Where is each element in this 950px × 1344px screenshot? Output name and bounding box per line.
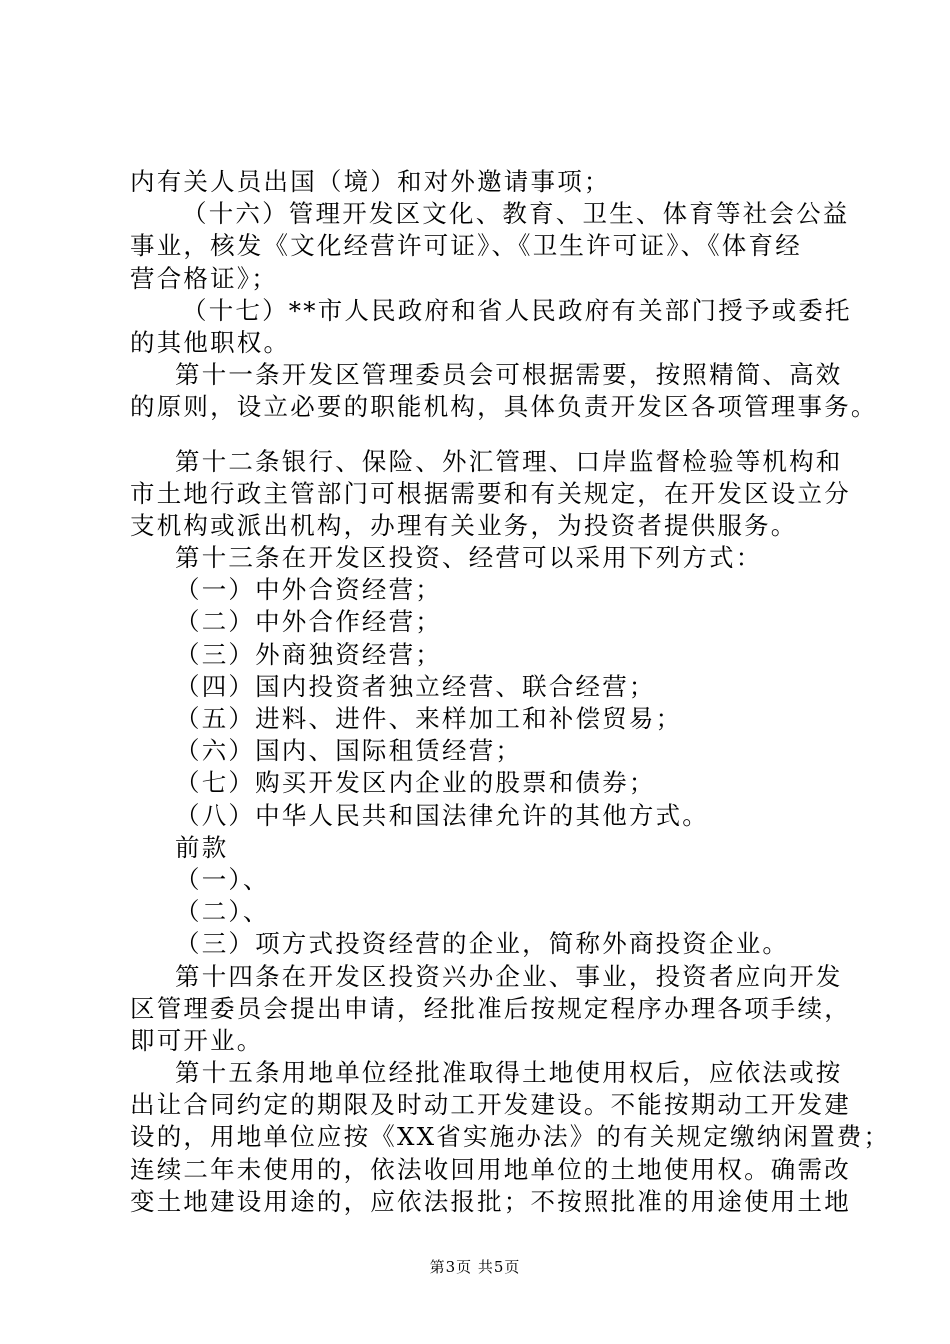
list-item: （二）中外合作经营； (175, 607, 442, 637)
list-item: （一）、 (175, 864, 270, 894)
text-line: 即可开业。 (130, 1025, 264, 1055)
text-line: 第十四条在开发区投资兴办企业、事业，投资者应向开发 (175, 961, 843, 991)
document-body (130, 166, 891, 1218)
list-item: （三）项方式投资经营的企业，简称外商投资企业。 (175, 929, 790, 959)
text-line: 事业，核发《文化经营许可证》、《卫生许可证》、《体育经 (130, 231, 802, 261)
text-line: 第十三条在开发区投资、经营可以采用下列方式： (175, 543, 763, 573)
text-line: 第十五条用地单位经批准取得土地使用权后，应依法或按 (175, 1058, 843, 1088)
text-line: 市土地行政主管部门可根据需要和有关规定，在开发区设立分 (130, 478, 851, 508)
list-item: （七）购买开发区内企业的股票和债券； (175, 768, 656, 798)
text-line: （十六）管理开发区文化、教育、卫生、体育等社会公益 (182, 199, 850, 229)
text-line: 的其他职权。 (130, 327, 291, 357)
text-line: 变土地建设用途的，应依法报批；不按照批准的用途使用土地 (130, 1186, 851, 1216)
text-line: 支机构或派出机构，办理有关业务，为投资者提供服务。 (130, 510, 798, 540)
text-line: 的原则，设立必要的职能机构，具体负责开发区各项管理事务。 (130, 392, 878, 422)
list-item: （五）进料、进件、来样加工和补偿贸易； (175, 704, 683, 733)
list-item: （三）外商独资经营； (175, 639, 442, 669)
text-line: 连续二年未使用的，依法收回用地单位的土地使用权。确需改 (130, 1154, 851, 1184)
page-number-footer: 第3页 共5页 (429, 1258, 521, 1276)
list-item: （二）、 (175, 897, 270, 927)
list-item: （六）国内、国际租赁经营； (175, 736, 523, 766)
text-line: 设的，用地单位应按《XX省实施办法》的有关规定缴纳闲置费； (130, 1122, 891, 1152)
text-line: 前款 (175, 832, 229, 862)
text-line: 出让合同约定的期限及时动工开发建设。不能按期动工开发建 (130, 1090, 851, 1120)
list-item: （八）中华人民共和国法律允许的其他方式。 (175, 800, 709, 830)
text-line: （十七）**市人民政府和省人民政府有关部门授予或委托 (182, 295, 852, 325)
text-line: 第十二条银行、保险、外汇管理、口岸监督检验等机构和 (175, 446, 843, 476)
text-line: 第十一条开发区管理委员会可根据需要，按照精简、高效 (175, 360, 843, 390)
text-line: 区管理委员会提出申请，经批准后按规定程序办理各项手续， (130, 993, 851, 1023)
text-line: 内有关人员出国（境）和对外邀请事项； (130, 167, 611, 196)
list-item: （四）国内投资者独立经营、联合经营； (175, 671, 656, 701)
text-line: 营合格证》； (130, 263, 278, 293)
paragraph-gap (130, 424, 840, 446)
list-item: （一）中外合资经营； (175, 575, 442, 605)
